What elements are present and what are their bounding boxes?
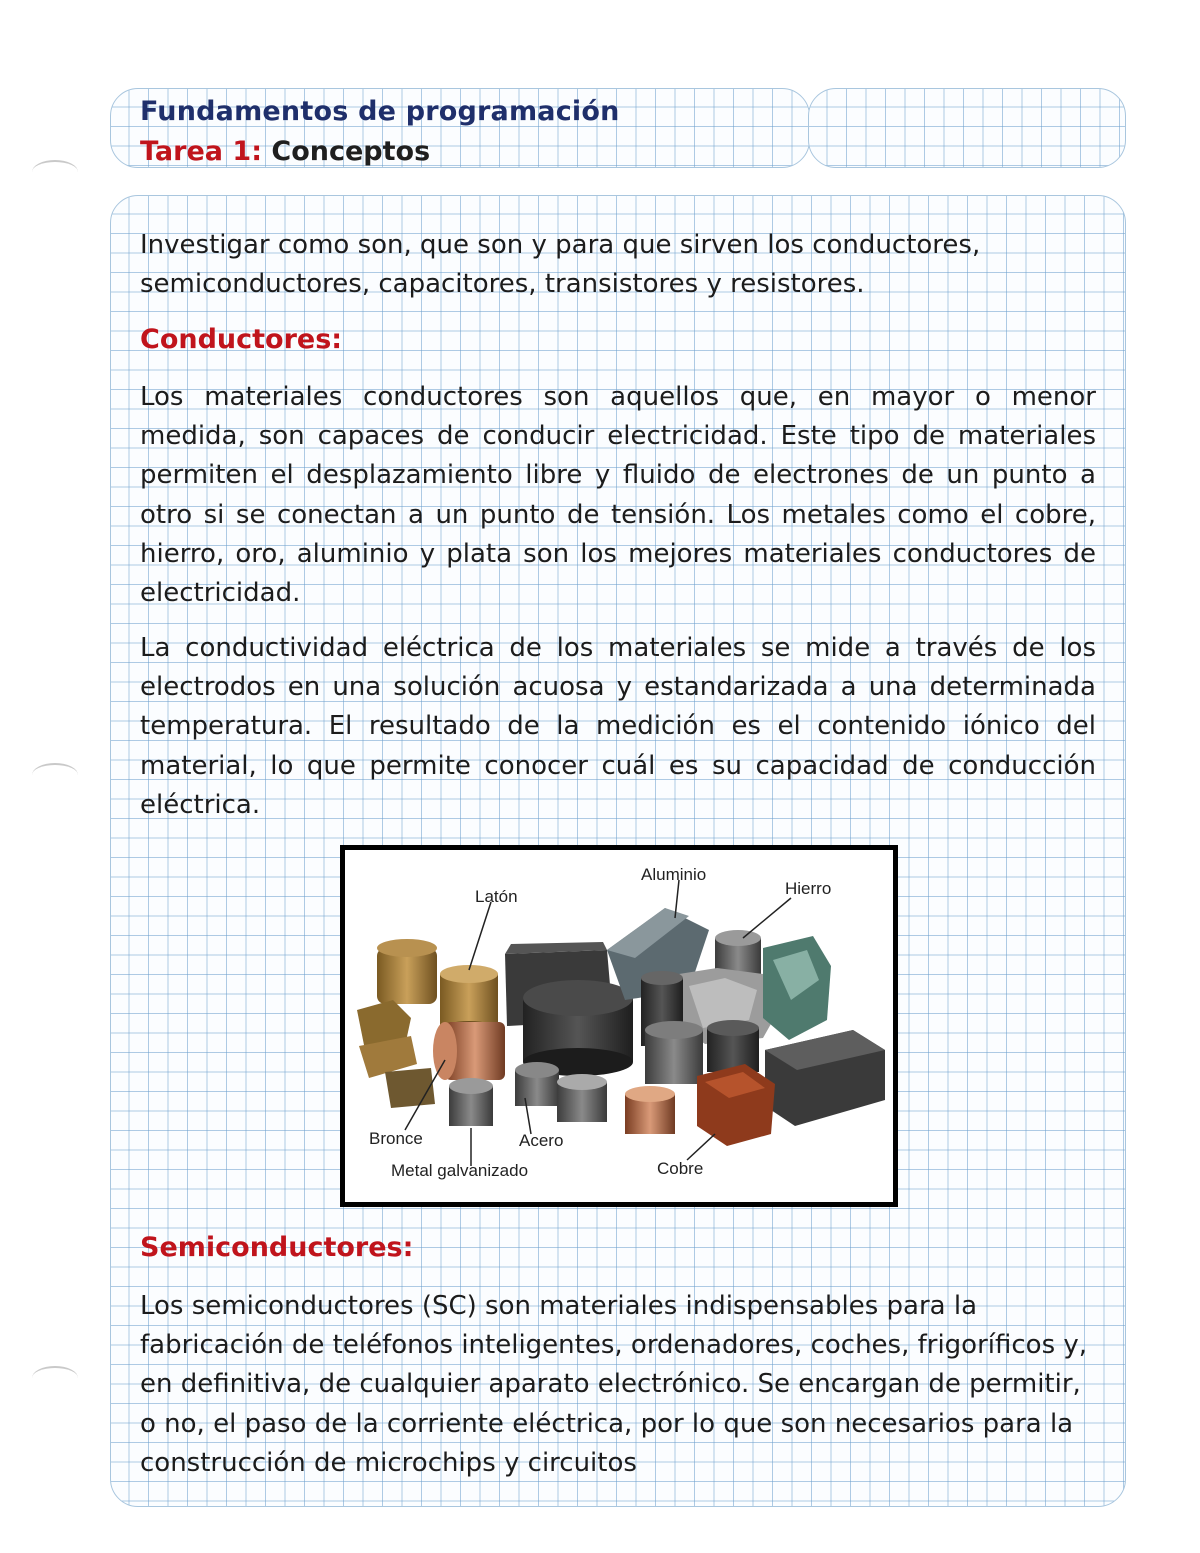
task-name: Conceptos [271,136,431,167]
label-metal-galvanizado: Metal galvanizado [391,1161,529,1180]
course-title: Fundamentos de programación [140,96,620,127]
dark-cylinder-right [707,1020,759,1072]
task-label: Tarea 1: [140,136,262,167]
conductores-paragraph-2: La conductividad eléctrica de los materiales se mide a través de los electrodos en una solución acuosa y estandarizada a una determinada temperatura. El resultado de la medición es el contenido iónico del material, lo que permite conocer cuál es su capacidad de conducción eléctrica. [140,633,1096,820]
intro-section [140,226,1096,304]
green-mineral [763,936,831,1040]
label-cobre: Cobre [657,1159,704,1178]
conductores-heading-wrap [140,324,1096,355]
binder-hole-mark [32,160,78,184]
cobre-cylinder [625,1086,675,1134]
bronce-pieces [357,939,437,1108]
label-bronce: Bronce [369,1129,423,1148]
semiconductores-paragraph-1: Los semiconductores (SC) son materiales indispensables para la fabricación de teléfonos inteligentes, ordenadores, coches, frigoríficos y, en definitiva, de cualquier aparato electrónico. Se encargan de permitir, o no, el paso de la corriente eléctrica, por lo que son necesarios para la construcción de microchips y circuitos [140,1291,1088,1478]
iron-brick [765,1030,885,1126]
header-side-box [808,88,1126,168]
intro-paragraph: Investigar como son, que son y para que sirven los conductores, semiconductores, capacitores, transistores y resistores. [140,230,981,300]
label-laton: Latón [475,887,518,906]
semiconductores-heading-wrap [140,1232,1096,1263]
conductores-paragraph-1: Los materiales conductores son aquellos que, en mayor o menor medida, son capaces de conducir electricidad. Este tipo de materiales permiten el desplazamiento libre y fluido de electrones de un punto a otro si se conectan a un punto de tensión. Los metales como el cobre, hierro, oro, aluminio y plata son los mejores materiales conductores de electricidad. [140,382,1096,609]
label-aluminio: Aluminio [641,865,707,884]
steel-cylinder-front [515,1062,559,1106]
graphite-disk [523,980,633,1076]
copper-cylinder-lying [433,1022,505,1080]
grey-cylinder [645,1021,703,1084]
rust-lump [697,1064,775,1146]
binder-hole-mark [32,763,78,787]
metals-figure [340,845,898,1207]
conductores-section [140,378,1096,613]
metal-galvanizado-cylinder [449,1078,493,1126]
conductores-section-2 [140,629,1096,825]
binder-hole-mark [32,1366,78,1390]
semiconductores-section [140,1287,1096,1483]
light-grey-cylinder [557,1074,607,1122]
label-hierro: Hierro [785,879,832,898]
metals-illustration [345,850,893,1202]
conductores-heading: Conductores: [140,324,343,355]
label-acero: Acero [519,1131,564,1150]
semiconductores-heading: Semiconductores: [140,1232,414,1263]
task-title [140,136,430,167]
